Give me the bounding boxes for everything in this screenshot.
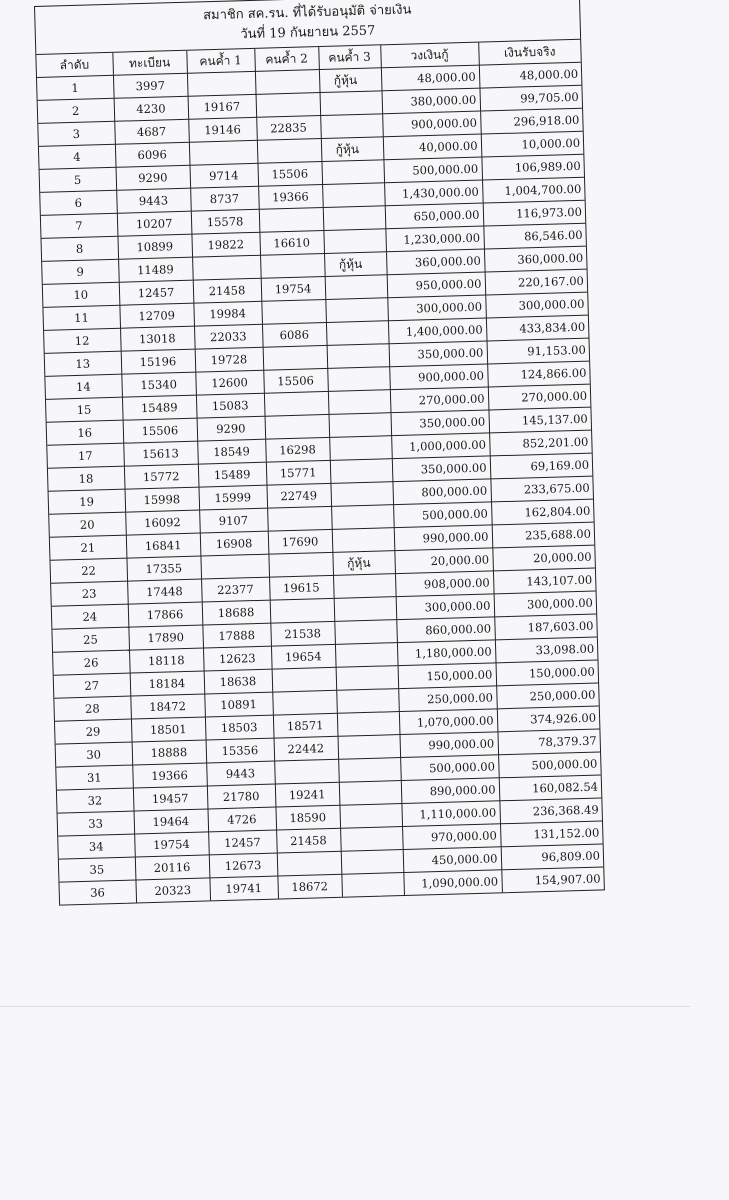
guarantor-1-cell: 16908 [200, 531, 269, 556]
guarantor-2-cell [265, 414, 330, 439]
loan-limit-cell: 1,090,000.00 [403, 870, 502, 895]
guarantor-2-cell: 19654 [271, 644, 336, 669]
amount-received-cell: 1,004,700.00 [482, 177, 585, 203]
guarantor-1-cell: 18638 [204, 669, 273, 694]
row-number-cell: 18 [48, 466, 125, 491]
amount-received-cell: 187,603.00 [494, 614, 597, 640]
loan-limit-cell: 970,000.00 [402, 824, 501, 850]
guarantor-2-cell [272, 667, 337, 692]
loan-limit-cell: 20,000.00 [394, 548, 493, 574]
row-number-cell: 22 [50, 558, 127, 583]
amount-received-cell: 235,688.00 [492, 522, 595, 548]
amount-received-cell: 96,809.00 [501, 844, 604, 870]
amount-received-cell: 20,000.00 [492, 545, 595, 571]
guarantor-1-cell: 9443 [206, 761, 275, 786]
row-number-cell: 1 [37, 75, 114, 100]
guarantor-2-cell: 18571 [273, 713, 338, 738]
guarantor-2-cell [274, 759, 339, 784]
loan-limit-cell: 650,000.00 [385, 203, 484, 229]
registration-number-cell: 16841 [126, 533, 201, 558]
guarantor-3-cell [323, 229, 386, 254]
guarantor-1-cell: 12623 [203, 646, 272, 671]
guarantor-1-cell: 21458 [193, 278, 262, 303]
row-number-cell: 16 [47, 420, 124, 445]
guarantor-3-cell [330, 459, 393, 484]
guarantor-2-cell [261, 299, 326, 324]
amount-received-cell: 78,379.37 [497, 729, 600, 755]
row-number-cell: 33 [58, 811, 135, 836]
row-number-cell: 29 [55, 719, 132, 744]
row-number-cell: 11 [43, 305, 120, 330]
guarantor-3-cell [340, 827, 403, 852]
amount-received-cell: 33,098.00 [495, 637, 598, 663]
guarantor-2-cell [267, 506, 332, 531]
amount-received-cell: 154,907.00 [501, 867, 604, 892]
amount-received-cell: 86,546.00 [483, 223, 586, 249]
guarantor-2-cell [260, 253, 325, 278]
amount-received-cell: 233,675.00 [490, 476, 593, 502]
guarantor-2-cell: 22835 [256, 116, 321, 141]
registration-number-cell: 19457 [133, 786, 208, 811]
guarantor-1-cell: 15578 [191, 209, 260, 234]
amount-received-cell: 250,000.00 [496, 683, 599, 709]
loan-limit-cell: 908,000.00 [395, 571, 494, 597]
row-number-cell: 35 [59, 857, 136, 882]
guarantor-1-cell: 18688 [202, 600, 271, 625]
loan-limit-cell: 900,000.00 [382, 111, 481, 137]
row-number-cell: 25 [52, 627, 129, 652]
guarantor-3-cell [320, 114, 383, 139]
row-number-cell: 15 [46, 397, 123, 422]
loan-limit-cell: 990,000.00 [394, 525, 493, 551]
col-header-loan-limit: วงเงินกู้ [380, 43, 479, 68]
guarantor-1-cell: 12600 [195, 370, 264, 395]
row-number-cell: 7 [41, 213, 118, 238]
registration-number-cell: 17890 [128, 625, 203, 650]
guarantor-1-cell: 12457 [208, 830, 277, 855]
row-number-cell: 36 [59, 880, 136, 905]
row-number-cell: 23 [51, 581, 128, 606]
amount-received-cell: 69,169.00 [490, 453, 593, 479]
guarantor-2-cell: 19615 [269, 575, 334, 600]
registration-number-cell: 19366 [132, 763, 207, 788]
guarantor-1-cell: 15083 [196, 393, 265, 418]
guarantor-3-cell [329, 413, 392, 438]
guarantor-3-cell [339, 781, 402, 806]
loan-limit-cell: 350,000.00 [389, 341, 488, 367]
registration-number-cell: 12709 [119, 303, 194, 328]
amount-received-cell: 360,000.00 [484, 246, 587, 272]
registration-number-cell: 20323 [135, 878, 210, 903]
guarantor-2-cell [264, 391, 329, 416]
guarantor-3-cell [334, 597, 397, 622]
amount-received-cell: 131,152.00 [500, 821, 603, 847]
amount-received-cell: 236,368.49 [499, 798, 602, 824]
registration-number-cell: 4687 [114, 119, 189, 144]
registration-number-cell: 18501 [131, 717, 206, 742]
amount-received-cell: 296,918.00 [480, 108, 583, 134]
guarantor-3-cell: กู้หุ้น [319, 68, 382, 93]
guarantor-2-cell: 15506 [257, 162, 322, 187]
registration-number-cell: 16092 [125, 510, 200, 535]
registration-number-cell: 15613 [123, 441, 198, 466]
table-body [37, 62, 604, 904]
loan-approval-document [34, 0, 605, 906]
loan-limit-cell: 40,000.00 [383, 134, 482, 160]
row-number-cell: 5 [40, 167, 117, 192]
guarantor-3-cell [337, 712, 400, 737]
loan-table [36, 40, 604, 905]
guarantor-1-cell: 18549 [197, 439, 266, 464]
loan-limit-cell: 500,000.00 [383, 157, 482, 183]
amount-received-cell: 143,107.00 [493, 568, 596, 594]
loan-limit-cell: 450,000.00 [403, 847, 502, 873]
guarantor-2-cell: 22442 [274, 736, 339, 761]
loan-limit-cell: 1,180,000.00 [397, 640, 496, 666]
loan-limit-cell: 270,000.00 [390, 387, 489, 413]
document-date: วันที่ 19 กันยายน 2557 [240, 23, 376, 43]
guarantor-2-cell [277, 851, 342, 876]
loan-limit-cell: 950,000.00 [387, 272, 486, 298]
guarantor-3-cell: กู้หุ้น [332, 551, 395, 576]
guarantor-1-cell: 19984 [193, 301, 262, 326]
guarantor-3-cell [328, 390, 391, 415]
guarantor-1-cell: 8737 [190, 186, 259, 211]
guarantor-1-cell: 18503 [205, 715, 274, 740]
loan-limit-cell: 800,000.00 [392, 479, 491, 505]
amount-received-cell: 433,834.00 [486, 315, 589, 341]
guarantor-3-cell [336, 666, 399, 691]
row-number-cell: 19 [49, 489, 126, 514]
registration-number-cell: 4230 [114, 96, 189, 121]
registration-number-cell: 18472 [130, 694, 205, 719]
loan-limit-cell: 500,000.00 [400, 755, 499, 781]
amount-received-cell: 48,000.00 [479, 62, 582, 88]
registration-number-cell: 9290 [116, 165, 191, 190]
guarantor-3-cell [338, 735, 401, 760]
guarantor-3-cell [334, 620, 397, 645]
guarantor-2-cell: 16610 [259, 231, 324, 256]
loan-limit-cell: 48,000.00 [381, 65, 480, 91]
guarantor-1-cell: 22033 [194, 324, 263, 349]
guarantor-2-cell: 18590 [275, 805, 340, 830]
guarantor-3-cell [336, 689, 399, 714]
guarantor-2-cell: 15771 [266, 460, 331, 485]
col-header-guarantor-1: คนค้ำ 1 [186, 49, 255, 73]
row-number-cell: 13 [45, 351, 122, 376]
amount-received-cell: 162,804.00 [491, 499, 594, 525]
amount-received-cell: 270,000.00 [488, 384, 591, 410]
guarantor-1-cell: 19741 [209, 876, 278, 900]
guarantor-1-cell: 21780 [207, 784, 276, 809]
loan-limit-cell: 1,400,000.00 [388, 318, 487, 344]
guarantor-1-cell: 19167 [188, 94, 257, 119]
row-number-cell: 8 [41, 236, 118, 261]
scan-edge-line [0, 1006, 690, 1007]
guarantor-3-cell [322, 183, 385, 208]
amount-received-cell: 374,926.00 [497, 706, 600, 732]
guarantor-3-cell: กู้หุ้น [321, 137, 384, 162]
row-number-cell: 28 [54, 696, 131, 721]
registration-number-cell: 17355 [126, 556, 201, 581]
amount-received-cell: 300,000.00 [485, 292, 588, 318]
row-number-cell: 31 [56, 765, 133, 790]
col-header-guarantor-2: คนค้ำ 2 [254, 47, 319, 71]
guarantor-2-cell: 16298 [265, 437, 330, 462]
row-number-cell: 12 [44, 328, 121, 353]
row-number-cell: 6 [40, 190, 117, 215]
loan-limit-cell: 500,000.00 [393, 502, 492, 528]
guarantor-2-cell: 21538 [270, 621, 335, 646]
row-number-cell: 34 [58, 834, 135, 859]
col-header-guarantor-3: คนค้ำ 3 [318, 45, 381, 69]
loan-limit-cell: 380,000.00 [382, 88, 481, 114]
guarantor-3-cell [323, 206, 386, 231]
guarantor-1-cell: 4726 [207, 807, 276, 832]
registration-number-cell: 19464 [134, 809, 209, 834]
registration-number-cell: 17448 [127, 579, 202, 604]
guarantor-2-cell: 22749 [266, 483, 331, 508]
guarantor-1-cell: 15356 [206, 738, 275, 763]
guarantor-1-cell: 19146 [188, 117, 257, 142]
guarantor-3-cell [327, 367, 390, 392]
guarantor-2-cell [270, 598, 335, 623]
registration-number-cell: 15196 [121, 349, 196, 374]
guarantor-1-cell: 19822 [191, 232, 260, 257]
registration-number-cell: 13018 [120, 326, 195, 351]
registration-number-cell: 9443 [116, 188, 191, 213]
registration-number-cell: 17866 [128, 602, 203, 627]
row-number-cell: 21 [50, 535, 127, 560]
guarantor-2-cell: 21458 [276, 828, 341, 853]
registration-number-cell: 6096 [115, 142, 190, 167]
guarantor-3-cell [325, 275, 388, 300]
loan-limit-cell: 1,000,000.00 [391, 433, 490, 459]
guarantor-1-cell: 10891 [204, 692, 273, 717]
guarantor-3-cell [339, 804, 402, 829]
guarantor-1-cell: 19728 [195, 347, 264, 372]
guarantor-1-cell: 17888 [202, 623, 271, 648]
loan-limit-cell: 1,110,000.00 [401, 801, 500, 827]
loan-limit-cell: 350,000.00 [392, 456, 491, 482]
guarantor-3-cell [338, 758, 401, 783]
registration-number-cell: 10207 [117, 211, 192, 236]
guarantor-3-cell [329, 436, 392, 461]
registration-number-cell: 15998 [125, 487, 200, 512]
registration-number-cell: 15506 [123, 418, 198, 443]
guarantor-3-cell [321, 160, 384, 185]
loan-limit-cell: 900,000.00 [389, 364, 488, 390]
loan-limit-cell: 1,430,000.00 [384, 180, 483, 206]
guarantor-3-cell [335, 643, 398, 668]
guarantor-2-cell [272, 690, 337, 715]
guarantor-2-cell: 19366 [258, 185, 323, 210]
col-header-no: ลำดับ [36, 53, 113, 78]
loan-limit-cell: 890,000.00 [401, 778, 500, 804]
row-number-cell: 9 [42, 259, 119, 284]
row-number-cell: 4 [39, 144, 116, 169]
guarantor-2-cell: 19754 [261, 276, 326, 301]
loan-limit-cell: 300,000.00 [387, 295, 486, 321]
guarantor-3-cell: กู้หุ้น [324, 252, 387, 277]
guarantor-3-cell [320, 91, 383, 116]
guarantor-3-cell [330, 482, 393, 507]
row-number-cell: 20 [49, 512, 126, 537]
loan-limit-cell: 350,000.00 [390, 410, 489, 436]
amount-received-cell: 10,000.00 [481, 131, 584, 157]
guarantor-1-cell [189, 140, 258, 165]
registration-number-cell: 15340 [121, 372, 196, 397]
row-number-cell: 3 [38, 121, 115, 146]
row-number-cell: 14 [45, 374, 122, 399]
guarantor-2-cell [259, 208, 324, 233]
guarantor-3-cell [326, 321, 389, 346]
registration-number-cell: 10899 [117, 234, 192, 259]
guarantor-3-cell [325, 298, 388, 323]
guarantor-3-cell [333, 574, 396, 599]
registration-number-cell: 15489 [122, 395, 197, 420]
guarantor-1-cell: 12673 [209, 853, 278, 878]
loan-limit-cell: 250,000.00 [398, 686, 497, 712]
amount-received-cell: 124,866.00 [487, 361, 590, 387]
document-title: สมาชิก สค.รน. ที่ได้รับอนุมัติ จ่ายเงิน [202, 2, 412, 24]
amount-received-cell: 220,167.00 [485, 269, 588, 295]
registration-number-cell: 18888 [132, 740, 207, 765]
amount-received-cell: 500,000.00 [498, 752, 601, 778]
amount-received-cell: 150,000.00 [496, 660, 599, 686]
col-header-amount-received: เงินรับจริง [478, 40, 581, 65]
guarantor-1-cell: 9714 [190, 163, 259, 188]
row-number-cell: 26 [53, 650, 130, 675]
registration-number-cell: 3997 [113, 73, 188, 98]
registration-number-cell: 12457 [119, 280, 194, 305]
guarantor-1-cell: 15489 [198, 462, 267, 487]
row-number-cell: 27 [54, 673, 131, 698]
loan-limit-cell: 360,000.00 [386, 249, 485, 275]
registration-number-cell: 20116 [135, 855, 210, 880]
guarantor-3-cell [327, 344, 390, 369]
amount-received-cell: 91,153.00 [487, 338, 590, 364]
guarantor-2-cell: 6086 [262, 322, 327, 347]
guarantor-3-cell [341, 850, 404, 875]
loan-limit-cell: 860,000.00 [396, 617, 495, 643]
guarantor-1-cell: 15999 [198, 485, 267, 510]
amount-received-cell: 300,000.00 [494, 591, 597, 617]
row-number-cell: 24 [52, 604, 129, 629]
row-number-cell: 10 [43, 282, 120, 307]
loan-limit-cell: 300,000.00 [396, 594, 495, 620]
guarantor-2-cell: 18672 [277, 874, 342, 898]
amount-received-cell: 106,989.00 [481, 154, 584, 180]
row-number-cell: 30 [56, 742, 133, 767]
row-number-cell: 2 [38, 98, 115, 123]
registration-number-cell: 11489 [118, 257, 193, 282]
guarantor-2-cell: 19241 [275, 782, 340, 807]
loan-limit-cell: 1,230,000.00 [385, 226, 484, 252]
loan-limit-cell: 150,000.00 [398, 663, 497, 689]
guarantor-2-cell: 15506 [263, 368, 328, 393]
guarantor-2-cell [255, 70, 320, 95]
row-number-cell: 17 [47, 443, 124, 468]
amount-received-cell: 852,201.00 [489, 430, 592, 456]
registration-number-cell: 15772 [124, 464, 199, 489]
amount-received-cell: 160,082.54 [499, 775, 602, 801]
row-number-cell: 32 [57, 788, 134, 813]
loan-limit-cell: 1,070,000.00 [399, 709, 498, 735]
guarantor-1-cell: 9290 [197, 416, 266, 441]
guarantor-3-cell [341, 873, 404, 897]
col-header-registration: ทะเบียน [112, 51, 187, 76]
guarantor-2-cell: 17690 [268, 529, 333, 554]
registration-number-cell: 18184 [130, 671, 205, 696]
guarantor-2-cell [268, 552, 333, 577]
guarantor-3-cell [331, 505, 394, 530]
guarantor-2-cell [257, 139, 322, 164]
amount-received-cell: 99,705.00 [479, 85, 582, 111]
guarantor-2-cell [256, 93, 321, 118]
guarantor-1-cell [192, 255, 261, 280]
guarantor-1-cell: 9107 [199, 508, 268, 533]
guarantor-1-cell [200, 554, 269, 579]
loan-limit-cell: 990,000.00 [399, 732, 498, 758]
amount-received-cell: 116,973.00 [483, 200, 586, 226]
guarantor-2-cell [263, 345, 328, 370]
registration-number-cell: 18118 [129, 648, 204, 673]
amount-received-cell: 145,137.00 [488, 407, 591, 433]
guarantor-1-cell: 22377 [201, 577, 270, 602]
guarantor-1-cell [187, 71, 256, 96]
registration-number-cell: 19754 [134, 832, 209, 857]
guarantor-3-cell [332, 528, 395, 553]
